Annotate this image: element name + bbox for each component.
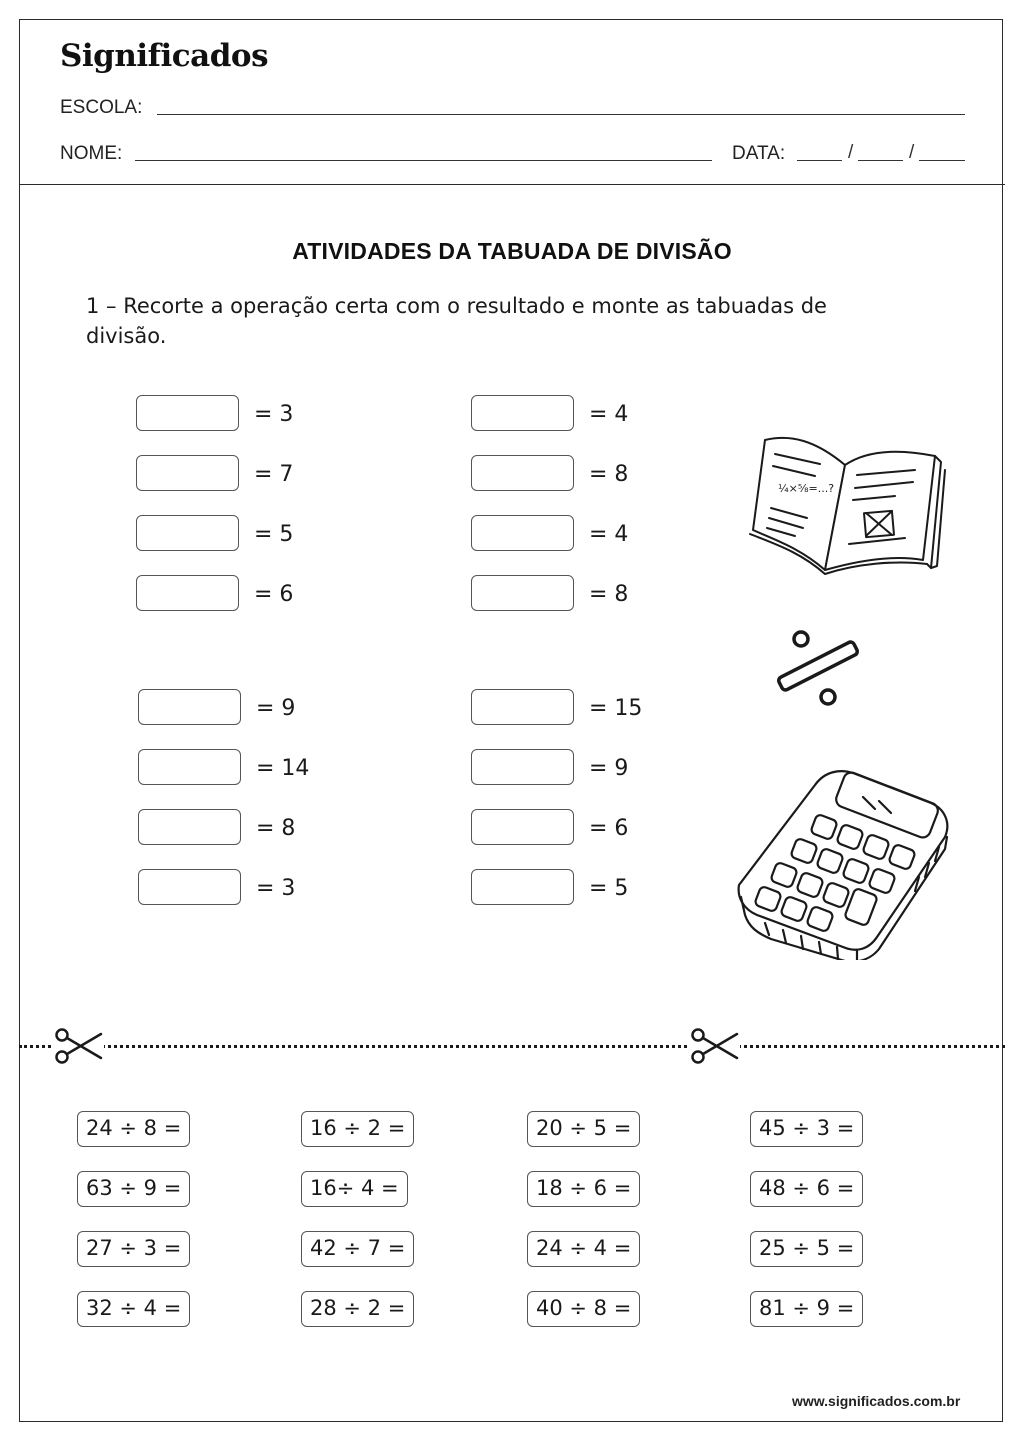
open-book-icon [745,430,950,580]
operation-chip[interactable]: 48 ÷ 6 = [750,1171,863,1207]
operation-chip[interactable]: 16÷ 4 = [301,1171,408,1207]
operation-chip[interactable]: 81 ÷ 9 = [750,1291,863,1327]
operation-chip[interactable]: 40 ÷ 8 = [527,1291,640,1327]
result-label: = 9 [256,696,296,721]
result-label: = 5 [254,522,294,547]
answer-box[interactable] [471,515,574,551]
answer-box[interactable] [471,575,574,611]
result-label: = 8 [589,582,629,607]
operation-chip[interactable]: 24 ÷ 4 = [527,1231,640,1267]
percent-icon [768,625,863,715]
operation-chip[interactable]: 32 ÷ 4 = [77,1291,190,1327]
operation-chip[interactable]: 18 ÷ 6 = [527,1171,640,1207]
header-divider [19,184,1005,185]
operation-chip[interactable]: 28 ÷ 2 = [301,1291,414,1327]
operation-chip[interactable]: 63 ÷ 9 = [77,1171,190,1207]
svg-text:¼×⅝=...?: ¼×⅝=...? [778,482,835,495]
result-label: = 4 [589,402,629,427]
school-label: ESCOLA: [60,97,143,118]
answer-box[interactable] [138,689,241,725]
brand-logo[interactable]: Significados [60,38,269,74]
scissors-icon [54,1028,104,1064]
operation-chip[interactable]: 24 ÷ 8 = [77,1111,190,1147]
answer-box[interactable] [136,395,239,431]
date-separator: / [848,142,854,163]
result-label: = 8 [589,462,629,487]
result-label: = 7 [254,462,294,487]
school-field[interactable] [157,114,965,115]
instruction-text: 1 – Recorte a operação certa com o resultado e monte as tabuadas de divisão. [86,294,827,348]
answer-box[interactable] [136,455,239,491]
operation-chip[interactable]: 42 ÷ 7 = [301,1231,414,1267]
answer-box[interactable] [138,809,241,845]
operation-chip[interactable]: 20 ÷ 5 = [527,1111,640,1147]
date-separator: / [909,142,915,163]
date-day-field[interactable] [797,160,842,161]
answer-box[interactable] [471,455,574,491]
cut-line [19,1045,1005,1048]
calculator-icon [735,765,955,960]
result-label: = 6 [254,582,294,607]
name-label: NOME: [60,143,123,164]
date-label: DATA: [732,143,786,164]
result-label: = 5 [589,876,629,901]
result-label: = 15 [589,696,643,721]
answer-box[interactable] [471,749,574,785]
answer-box[interactable] [138,749,241,785]
operation-chip[interactable]: 25 ÷ 5 = [750,1231,863,1267]
name-field[interactable] [135,160,712,161]
worksheet-title: ATIVIDADES DA TABUADA DE DIVISÃO [292,238,732,264]
answer-box[interactable] [471,869,574,905]
answer-box[interactable] [471,395,574,431]
date-year-field[interactable] [919,160,965,161]
answer-box[interactable] [138,869,241,905]
answer-box[interactable] [136,575,239,611]
operation-chip[interactable]: 16 ÷ 2 = [301,1111,414,1147]
answer-box[interactable] [471,689,574,725]
result-label: = 9 [589,756,629,781]
result-label: = 4 [589,522,629,547]
website-link[interactable]: www.significados.com.br [792,1393,961,1409]
result-label: = 14 [256,756,310,781]
date-month-field[interactable] [858,160,903,161]
operation-chip[interactable]: 45 ÷ 3 = [750,1111,863,1147]
result-label: = 8 [256,816,296,841]
result-label: = 6 [589,816,629,841]
answer-box[interactable] [136,515,239,551]
operation-chip[interactable]: 27 ÷ 3 = [77,1231,190,1267]
result-label: = 3 [254,402,294,427]
answer-box[interactable] [471,809,574,845]
scissors-icon [690,1028,740,1064]
result-label: = 3 [256,876,296,901]
